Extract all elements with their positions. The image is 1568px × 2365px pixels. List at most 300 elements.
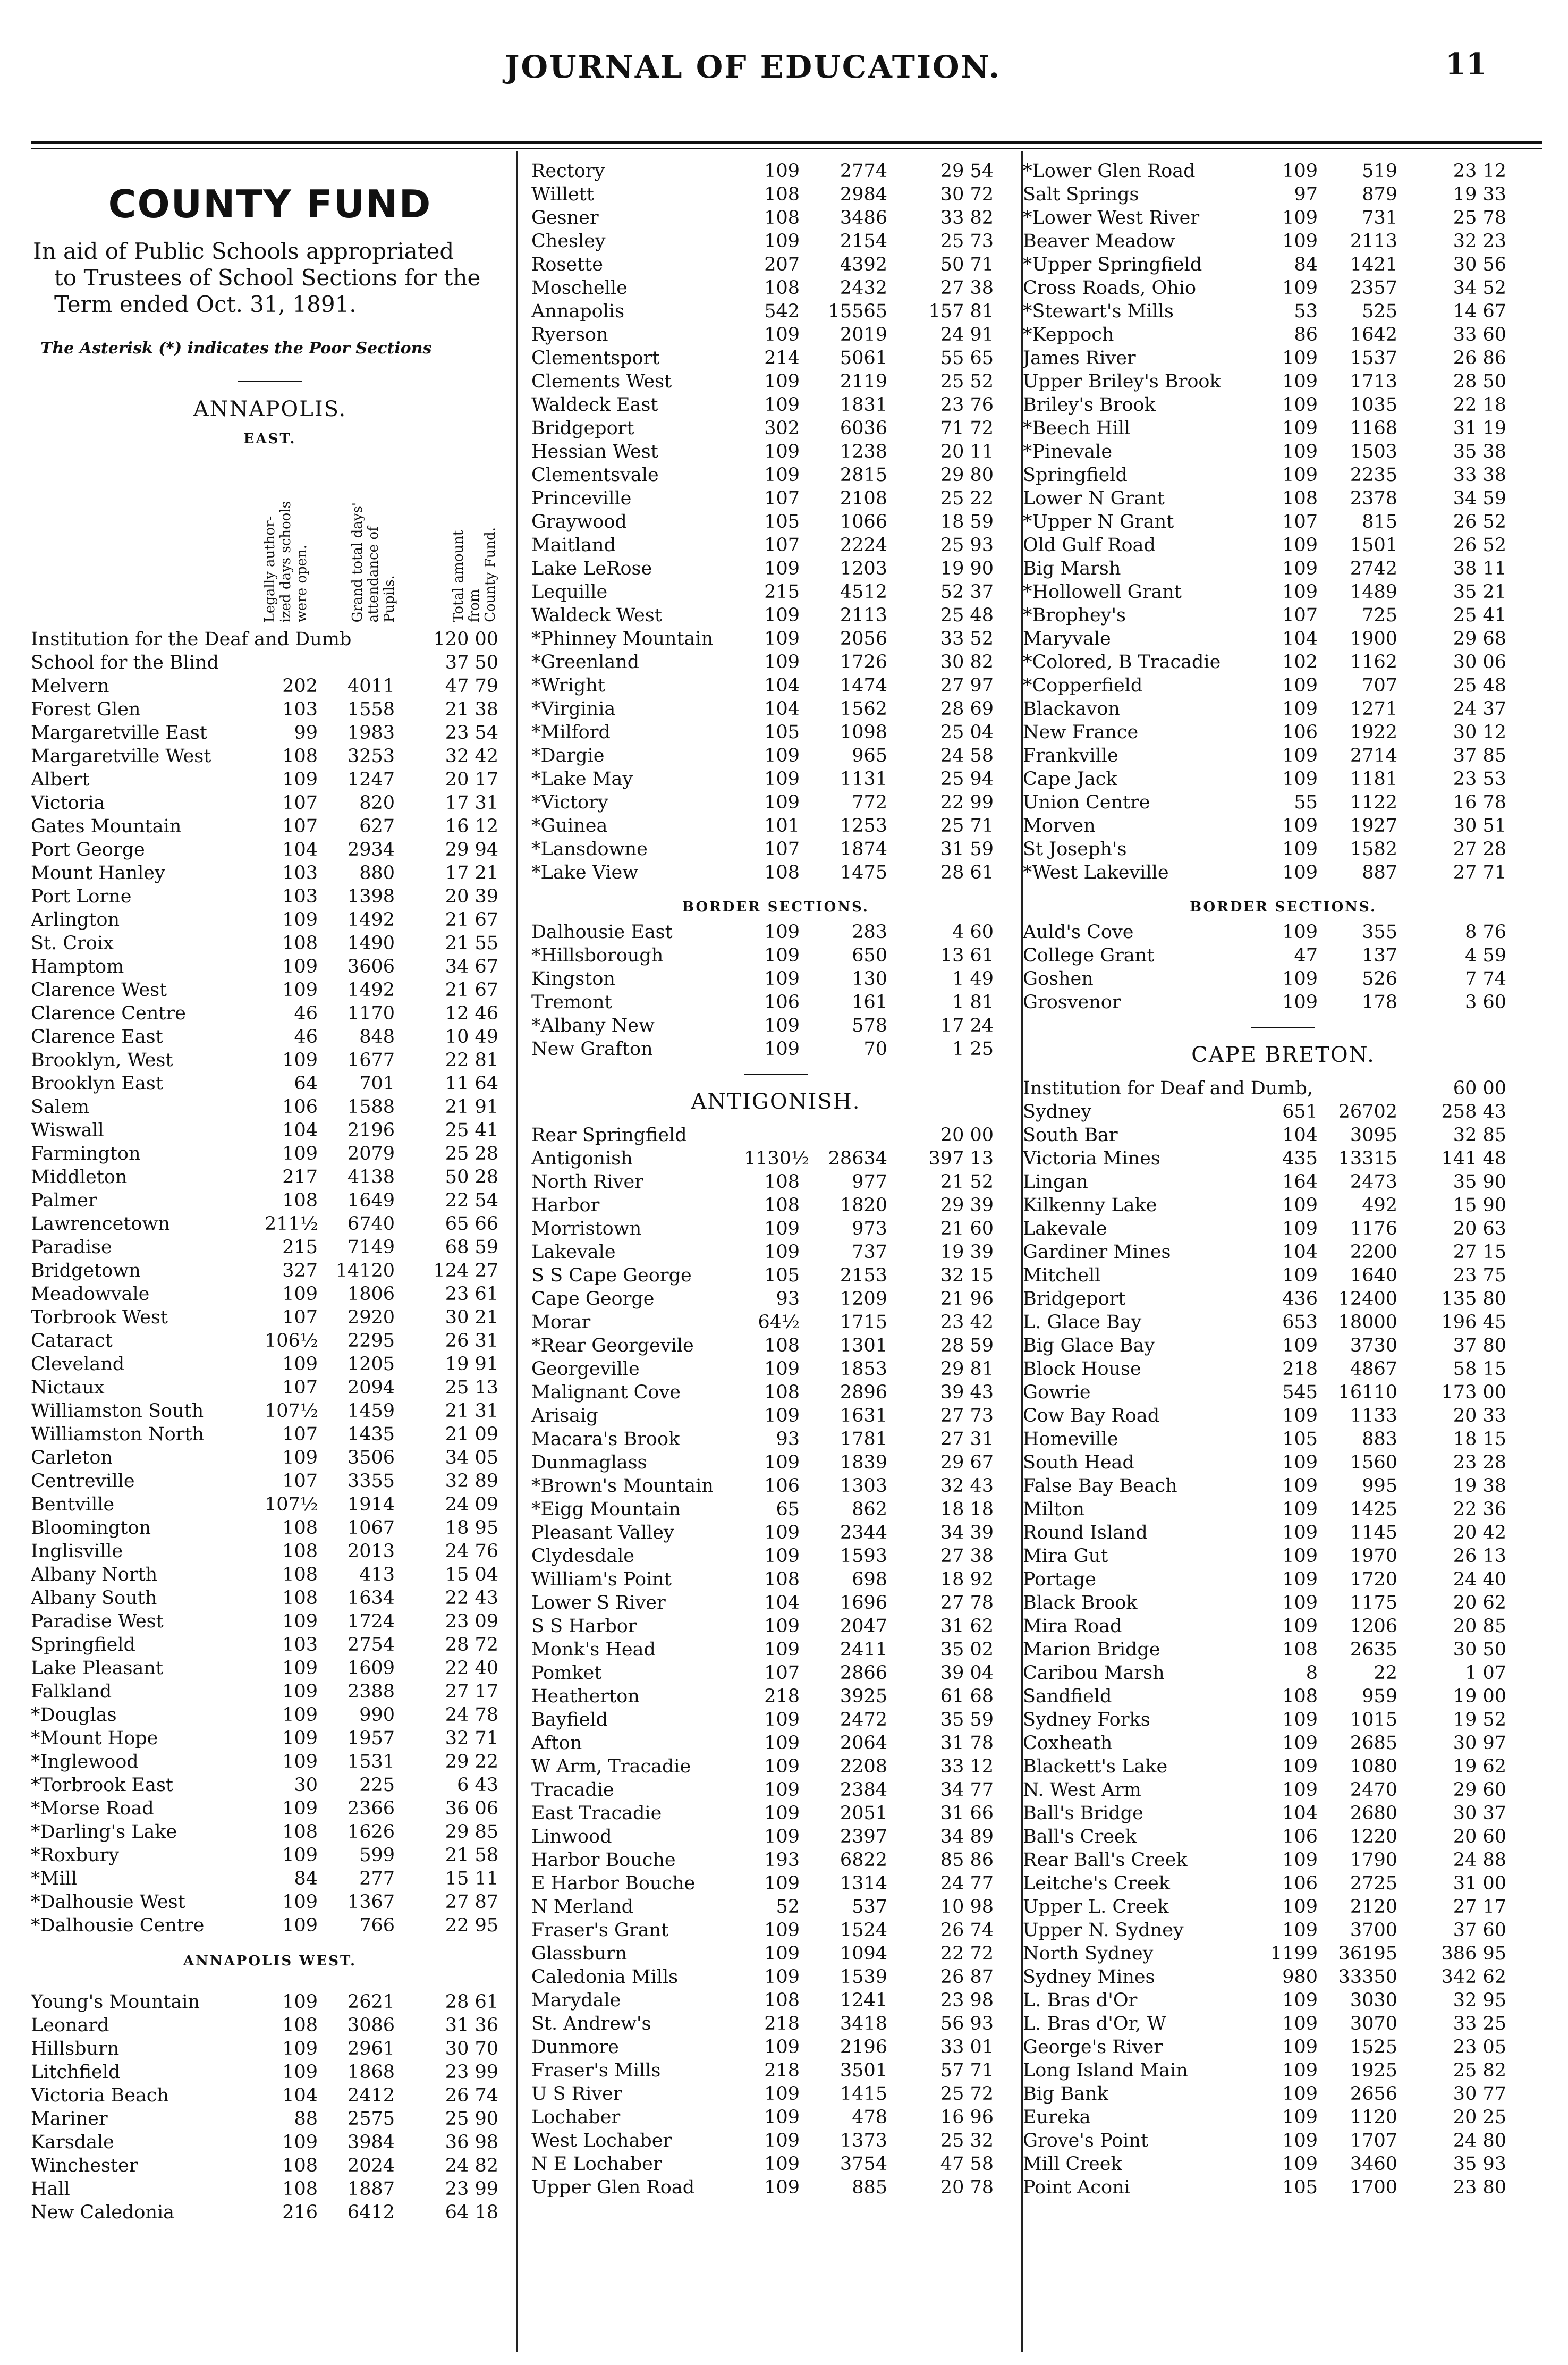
attendance-total: 2208 <box>840 1756 887 1777</box>
days-open: 109 <box>1282 1522 1318 1543</box>
school-section-name: Marion Bridge <box>1023 1639 1160 1660</box>
attendance-total: 880 <box>359 863 395 884</box>
days-open: 104 <box>764 698 800 720</box>
amount-value: 25 93 <box>940 535 994 556</box>
amount-value: 23 12 <box>1453 161 1506 182</box>
days-open: 109 <box>1282 1990 1318 2011</box>
days-open: 109 <box>282 1751 318 1772</box>
days-open: 108 <box>282 1517 318 1539</box>
attendance-total: 1425 <box>1350 1499 1397 1520</box>
amount-value: 18 59 <box>940 511 994 533</box>
table-row <box>1023 557 1544 580</box>
amount-value: 1 81 <box>952 992 994 1013</box>
table-row <box>31 1844 509 1867</box>
attendance-total: 1531 <box>347 1751 395 1772</box>
days-open: 302 <box>764 418 800 439</box>
table-row <box>31 1540 509 1563</box>
table-row <box>31 698 509 721</box>
table-row <box>1023 2129 1544 2152</box>
table-row <box>531 347 1020 370</box>
school-section-name: Clarence West <box>31 979 167 1001</box>
attendance-total: 725 <box>1362 605 1397 626</box>
attendance-total: 2366 <box>347 1798 395 1819</box>
amount-value: 342 62 <box>1441 1966 1506 1988</box>
school-section-name: *Eigg Mountain <box>531 1499 681 1520</box>
table-row <box>31 1820 509 1844</box>
amount-value: 27 15 <box>1453 1241 1506 1263</box>
school-section-name: St Joseph's <box>1023 839 1127 860</box>
school-section-name: *Upper Springfield <box>1023 254 1202 275</box>
days-open: 109 <box>1282 2153 1318 2175</box>
school-section-name: Salem <box>31 1096 89 1118</box>
attendance-total: 1983 <box>347 722 395 744</box>
school-section-name: *Mount Hope <box>31 1728 158 1749</box>
attendance-total: 6740 <box>347 1213 395 1235</box>
table-row <box>1023 1357 1544 1381</box>
attendance-total: 1066 <box>840 511 887 533</box>
table-row <box>531 1544 1020 1568</box>
amount-value: 30 12 <box>1453 722 1506 743</box>
days-open: 106 <box>1282 722 1318 743</box>
amount-value: 1 49 <box>952 968 994 990</box>
amount-value: 31 62 <box>940 1616 994 1637</box>
days-open: 103 <box>282 1634 318 1656</box>
amount-value: 25 90 <box>445 2108 498 2130</box>
table-row <box>1023 944 1544 967</box>
days-open: 109 <box>282 1991 318 2013</box>
table-row <box>1023 2082 1544 2106</box>
attendance-total: 1206 <box>1350 1616 1397 1637</box>
table-row <box>531 1194 1020 1217</box>
amount-value: 38 11 <box>1453 558 1506 579</box>
school-section-name: Farmington <box>31 1143 141 1164</box>
school-section-name: Heatherton <box>531 1686 640 1707</box>
days-open: 109 <box>1282 675 1318 696</box>
school-section-name: Tremont <box>531 992 612 1013</box>
table-row <box>531 1661 1020 1685</box>
school-section-name: Ball's Creek <box>1023 1826 1137 1847</box>
attendance-total: 1868 <box>347 2062 395 2083</box>
attendance-total: 413 <box>359 1564 395 1585</box>
amount-value: 19 91 <box>445 1354 498 1375</box>
amount-value: 34 59 <box>1453 488 1506 509</box>
attendance-total: 1634 <box>347 1587 395 1609</box>
days-open: 109 <box>1282 922 1318 943</box>
table-row <box>31 1072 509 1095</box>
amount-value: 25 48 <box>940 605 994 626</box>
attendance-total: 1373 <box>840 2130 887 2151</box>
days-open: 84 <box>1294 254 1318 275</box>
days-open: 93 <box>776 1429 800 1450</box>
table-row <box>31 1867 509 1890</box>
school-section-name: Gates Mountain <box>31 816 182 837</box>
school-section-name: *Mill <box>31 1868 77 1889</box>
intro-line: to Trustees of School Sections for the <box>54 265 481 291</box>
school-section-name: *Roxbury <box>31 1845 120 1866</box>
table-row <box>31 1657 509 1680</box>
days-open: 104 <box>1282 1803 1318 1824</box>
attendance-total: 959 <box>1362 1686 1397 1707</box>
table-row <box>531 1498 1020 1521</box>
school-section-name: Rosette <box>531 254 603 275</box>
attendance-total: 1525 <box>1350 2037 1397 2058</box>
school-section-name: *Brophey's <box>1023 605 1126 626</box>
amount-value: 71 72 <box>940 418 994 439</box>
attendance-total: 1524 <box>840 1920 887 1941</box>
table-row <box>1023 721 1544 744</box>
school-section-name: Falkland <box>31 1681 112 1702</box>
amount-value: 31 66 <box>940 1803 994 1824</box>
attendance-total: 2235 <box>1350 464 1397 486</box>
table-row <box>531 1942 1020 1965</box>
amount-value: 47 79 <box>445 675 498 697</box>
school-section-name: *Copperfield <box>1023 675 1143 696</box>
amount-value: 21 91 <box>445 1096 498 1118</box>
attendance-total: 33350 <box>1338 1966 1397 1988</box>
amount-value: 17 24 <box>940 1015 994 1036</box>
amount-value: 18 15 <box>1453 1429 1506 1450</box>
days-open: 218 <box>764 1686 800 1707</box>
amount-value: 157 81 <box>928 301 994 322</box>
days-open: 109 <box>1282 1405 1318 1426</box>
amount-value: 27 17 <box>1453 1896 1506 1918</box>
amount-value: 34 39 <box>940 1522 994 1543</box>
school-section-name: Big Bank <box>1023 2083 1108 2105</box>
school-section-name: *Brown's Mountain <box>531 1475 714 1497</box>
table-row <box>1023 1802 1544 1825</box>
days-open: 109 <box>1282 2107 1318 2128</box>
amount-value: 32 42 <box>445 746 498 767</box>
attendance-total: 2196 <box>347 1120 395 1141</box>
table-row <box>531 967 1020 991</box>
school-section-name: Fraser's Grant <box>531 1920 669 1941</box>
section-title-cape-breton: CAPE BRETON. <box>1191 1043 1375 1067</box>
school-section-name: Gesner <box>531 207 599 229</box>
days-open: 109 <box>282 1354 318 1375</box>
school-section-name: L. Glace Bay <box>1023 1312 1142 1333</box>
attendance-total: 2357 <box>1350 277 1397 299</box>
school-section-name: Brooklyn East <box>31 1073 163 1094</box>
school-section-name: *Colored, B Tracadie <box>1023 652 1221 673</box>
amount-value: 22 54 <box>445 1190 498 1211</box>
attendance-total: 4138 <box>347 1167 395 1188</box>
days-open: 108 <box>1282 1686 1318 1707</box>
amount-value: 22 99 <box>940 792 994 813</box>
amount-value: 30 56 <box>1453 254 1506 275</box>
amount-value: 32 85 <box>1453 1125 1506 1146</box>
table-row <box>1023 534 1544 557</box>
days-open: 97 <box>1294 184 1318 205</box>
attendance-total: 1492 <box>347 979 395 1001</box>
attendance-total: 14120 <box>335 1260 395 1281</box>
days-open: 109 <box>1282 1896 1318 1918</box>
amount-value: 25 41 <box>445 1120 498 1141</box>
attendance-total: 2344 <box>840 1522 887 1543</box>
attendance-total: 1170 <box>347 1003 395 1024</box>
table-row <box>531 2012 1020 2035</box>
attendance-total: 1925 <box>1350 2060 1397 2081</box>
days-open: 109 <box>1282 535 1318 556</box>
amount-value: 25 04 <box>940 722 994 743</box>
school-section-name: *Lake May <box>531 768 633 790</box>
amount-value: 31 78 <box>940 1733 994 1754</box>
days-open: 109 <box>1282 1265 1318 1286</box>
school-section-name: L. Bras d'Or <box>1023 1990 1138 2011</box>
amount-value: 37 85 <box>1453 745 1506 766</box>
section-rule <box>1251 1027 1315 1028</box>
table-row <box>531 1685 1020 1708</box>
table-row <box>31 815 509 838</box>
amount-value: 31 19 <box>1453 418 1506 439</box>
amount-value: 20 62 <box>1453 1592 1506 1614</box>
table-row <box>31 955 509 978</box>
attendance-total: 885 <box>852 2177 887 2198</box>
attendance-total: 1642 <box>1350 324 1397 345</box>
attendance-total: 1367 <box>347 1891 395 1913</box>
attendance-total: 3700 <box>1350 1920 1397 1941</box>
attendance-total: 1122 <box>1350 792 1397 813</box>
amount-value: 27 87 <box>445 1891 498 1913</box>
attendance-total: 2685 <box>1350 1733 1397 1754</box>
amount-value: 31 00 <box>1453 1873 1506 1894</box>
annapolis-west-table <box>31 1990 509 2224</box>
table-row <box>31 1423 509 1446</box>
table-row <box>31 1025 509 1049</box>
table-row <box>531 1802 1020 1825</box>
days-open: 109 <box>1282 968 1318 990</box>
days-open: 108 <box>282 2178 318 2200</box>
school-section-name: U S River <box>531 2083 622 2105</box>
amount-value: 27 38 <box>940 1545 994 1567</box>
days-open: 104 <box>282 1120 318 1141</box>
attendance-total: 225 <box>359 1775 395 1796</box>
school-section-name: Lingan <box>1023 1171 1088 1193</box>
days-open: 109 <box>764 1873 800 1894</box>
days-open: 109 <box>282 956 318 977</box>
amount-value: 27 97 <box>940 675 994 696</box>
school-section-name: Macara's Brook <box>531 1429 680 1450</box>
days-open: 109 <box>764 1522 800 1543</box>
amount-value: 34 67 <box>445 956 498 977</box>
school-section-name: Willett <box>531 184 594 205</box>
table-row <box>1023 861 1544 884</box>
days-open: 88 <box>294 2108 318 2130</box>
school-section-name: Kingston <box>531 968 615 990</box>
attendance-total: 2774 <box>840 161 887 182</box>
amount-value: 25 22 <box>940 488 994 509</box>
amount-value: 32 89 <box>445 1471 498 1492</box>
days-open: 653 <box>1282 1312 1318 1333</box>
attendance-total: 1593 <box>840 1545 887 1567</box>
table-row <box>531 651 1020 674</box>
days-open: 109 <box>764 768 800 790</box>
table-row <box>531 230 1020 253</box>
page-header <box>0 0 1568 133</box>
school-section-name: *Dalhousie West <box>31 1891 185 1913</box>
days-open: 109 <box>764 652 800 673</box>
amount-value: 3 60 <box>1465 992 1506 1013</box>
amount-value: 22 43 <box>445 1587 498 1609</box>
school-section-name: Waldeck East <box>531 394 658 416</box>
table-row <box>1023 206 1544 230</box>
attendance-total: 1707 <box>1350 2130 1397 2151</box>
table-row <box>531 1334 1020 1357</box>
table-row <box>31 1516 509 1540</box>
amount-value: 23 99 <box>445 2178 498 2200</box>
table-row <box>31 1049 509 1072</box>
attendance-total: 1120 <box>1350 2107 1397 2128</box>
school-section-name: Graywood <box>531 511 627 533</box>
attendance-total: 1421 <box>1350 254 1397 275</box>
school-section-name: N Merland <box>531 1896 634 1918</box>
table-row <box>1023 2035 1544 2059</box>
cape-breton-table <box>1023 1077 1544 2199</box>
table-row <box>531 580 1020 604</box>
school-section-name: *Hollowell Grant <box>1023 581 1182 603</box>
school-section-name: Annapolis <box>531 301 625 322</box>
table-row <box>1023 1217 1544 1240</box>
attendance-total: 2432 <box>840 277 887 299</box>
amount-value: 27 73 <box>940 1405 994 1426</box>
attendance-total: 772 <box>852 792 887 813</box>
column-2 <box>531 159 1020 2199</box>
annapolis-continued-table <box>531 159 1020 884</box>
amount-value: 26 86 <box>1453 348 1506 369</box>
attendance-total: 1220 <box>1350 1826 1397 1847</box>
table-row <box>531 206 1020 230</box>
attendance-total: 2411 <box>840 1639 887 1660</box>
days-open: 109 <box>1282 581 1318 603</box>
amount-value: 196 45 <box>1441 1312 1506 1333</box>
subsection-title-annapolis-west: ANNAPOLIS WEST. <box>183 1953 357 1969</box>
table-row <box>531 1147 1020 1170</box>
attendance-total: 1640 <box>1350 1265 1397 1286</box>
school-section-name: Dunmaglass <box>531 1452 647 1473</box>
attendance-total: 1474 <box>840 675 887 696</box>
days-open: 107 <box>282 792 318 814</box>
table-row <box>531 1755 1020 1778</box>
table-row <box>1023 2152 1544 2176</box>
table-row <box>31 1773 509 1797</box>
amount-value: 11 64 <box>445 1073 498 1094</box>
table-row <box>31 1750 509 1773</box>
amount-value: 20 00 <box>940 1125 994 1146</box>
table-row <box>531 1638 1020 1661</box>
attendance-total: 2295 <box>347 1330 395 1352</box>
table-row <box>1023 440 1544 463</box>
amount-value: 25 41 <box>1453 605 1506 626</box>
days-open: 109 <box>282 2038 318 2059</box>
attendance-total: 1914 <box>347 1494 395 1515</box>
attendance-total: 3086 <box>347 2015 395 2036</box>
school-section-name: William's Point <box>531 1569 672 1590</box>
table-row <box>1023 300 1544 323</box>
amount-value: 29 39 <box>940 1195 994 1216</box>
amount-value: 23 76 <box>940 394 994 416</box>
table-row <box>531 697 1020 721</box>
attendance-total: 4392 <box>840 254 887 275</box>
days-open: 215 <box>282 1237 318 1258</box>
amount-value: 32 43 <box>940 1475 994 1497</box>
days-open: 211½ <box>265 1213 318 1235</box>
school-section-name: Leonard <box>31 2015 109 2036</box>
table-row <box>31 1914 509 1937</box>
table-row <box>1023 417 1544 440</box>
days-open: 109 <box>764 968 800 990</box>
table-row <box>31 885 509 908</box>
table-row <box>31 1212 509 1236</box>
border-sections-title: BORDER SECTIONS. <box>1190 899 1377 915</box>
table-row <box>531 323 1020 347</box>
amount-value: 35 90 <box>1453 1171 1506 1193</box>
days-open: 53 <box>1294 301 1318 322</box>
school-section-name: Fraser's Mills <box>531 2060 661 2081</box>
days-open: 107 <box>282 1377 318 1398</box>
attendance-total: 3506 <box>347 1447 395 1468</box>
table-row <box>31 1727 509 1750</box>
days-open: 109 <box>1282 231 1318 252</box>
table-row <box>31 1282 509 1306</box>
attendance-total: 1015 <box>1350 1709 1397 1730</box>
days-open: 107 <box>282 1424 318 1445</box>
days-open: 109 <box>1282 277 1318 299</box>
amount-value: 34 89 <box>940 1826 994 1847</box>
table-row <box>1023 1077 1544 1100</box>
days-open: 109 <box>1282 1756 1318 1777</box>
school-section-name: East Tracadie <box>531 1803 662 1824</box>
days-open: 109 <box>282 2062 318 2083</box>
amount-value: 22 40 <box>445 1658 498 1679</box>
days-open: 218 <box>764 2013 800 2034</box>
table-row <box>1023 1194 1544 1217</box>
section-rule <box>744 1074 808 1075</box>
days-open: 109 <box>764 2177 800 2198</box>
days-open: 107½ <box>265 1400 318 1422</box>
days-open: 109 <box>1282 207 1318 229</box>
days-open: 109 <box>764 231 800 252</box>
days-open: 104 <box>282 839 318 860</box>
amount-value: 55 65 <box>940 348 994 369</box>
school-section-name: Kilkenny Lake <box>1023 1195 1157 1216</box>
attendance-total: 1539 <box>840 1966 887 1988</box>
attendance-total: 3460 <box>1350 2153 1397 2175</box>
school-section-name: Gowrie <box>1023 1382 1091 1403</box>
amount-value: 30 77 <box>1453 2083 1506 2105</box>
attendance-total: 1696 <box>840 1592 887 1614</box>
attendance-total: 815 <box>1362 511 1397 533</box>
days-open: 109 <box>764 1405 800 1426</box>
amount-value: 24 09 <box>445 1494 498 1515</box>
days-open: 109 <box>282 2132 318 2153</box>
table-row <box>1023 347 1544 370</box>
school-section-name: Hamptom <box>31 956 124 977</box>
amount-value: 24 58 <box>940 745 994 766</box>
attendance-total: 2200 <box>1350 1241 1397 1263</box>
attendance-total: 995 <box>1362 1475 1397 1497</box>
school-section-name: Big Glace Bay <box>1023 1335 1155 1356</box>
school-section-name: School for the Blind <box>31 652 219 673</box>
attendance-total: 1435 <box>347 1424 395 1445</box>
table-row <box>531 2082 1020 2106</box>
school-section-name: Lower N Grant <box>1023 488 1165 509</box>
table-row <box>1023 2012 1544 2035</box>
days-open: 109 <box>764 922 800 943</box>
table-row <box>31 1563 509 1586</box>
amount-value: 25 48 <box>1453 675 1506 696</box>
amount-value: 25 52 <box>940 371 994 392</box>
school-section-name: Inglisville <box>31 1541 123 1562</box>
school-section-name: Melvern <box>31 675 109 697</box>
